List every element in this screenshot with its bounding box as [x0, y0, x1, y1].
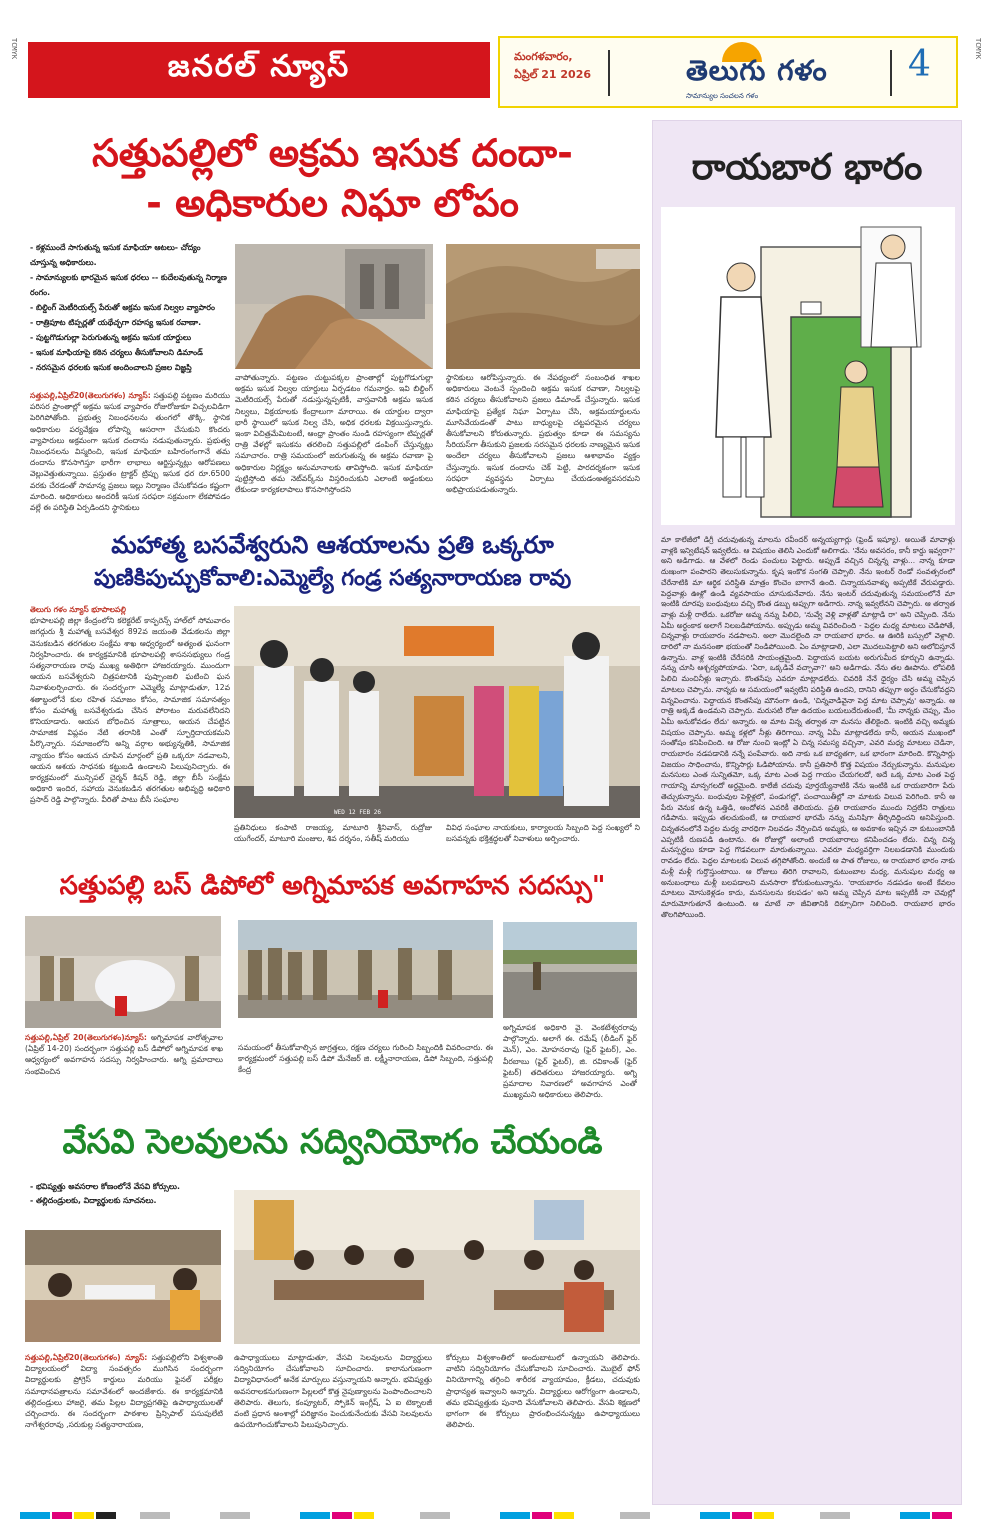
color-swatch-gray: [220, 1512, 250, 1519]
photo-timestamp: WED 12 FEB 26: [334, 809, 381, 816]
story3-photo-1: [25, 916, 221, 1028]
color-swatch-cyan: [700, 1512, 730, 1519]
color-swatch-gray: [620, 1512, 650, 1519]
story3-photo-2: [238, 920, 493, 1018]
color-swatch-magenta: [532, 1512, 552, 1519]
story1-photo-2: [446, 244, 640, 369]
story2-photo: [234, 606, 640, 818]
story3-col2: సమయంలో తీసుకోవాల్సిన జాగ్రత్తలు, రక్షణ చర్యలు గురించి సిబ్బందికి వివరించారు. ఈ కార్యక్రమంలో సత్తుపల్లి బస్ డిపో మేనేజర్ జి. లక్ష్మీనారాయణ, డిపో సిబ్బంది, సత్తుపల్లి కేంద్ర: [238, 1043, 493, 1075]
story1-bullet: - సామాన్యులకు భారమైన ఇసుక ధరలు -- కుదేలవుతున్న నిర్మాణ రంగం.: [30, 270, 230, 300]
story3-dateline: సత్తుపల్లి,ఏప్రిల్ 20(తెలుగుగళం)న్యూస్:: [25, 1033, 147, 1042]
side-column-title: రాయబార భారం: [691, 147, 923, 188]
story1-col1: [30, 390, 230, 520]
story1-bullet: - కళ్లముందే సాగుతున్న ఇసుక మాఫియా ఆటలు- చోద్యం చూస్తున్న అధికారులు.: [30, 240, 230, 270]
story3-col1-text: అగ్నిమాపక వారోత్సవాల (ఏప్రిల్ 14-20) సందర్భంగా సత్తుపల్లి బస్ డిపోలో అగ్నిమాపక శాఖ ఆధ్వర్యంలో అవగాహన సదస్సు నిర్వహించారు. అగ్ని ప్రమాదాలు సంభవించిన: [25, 1033, 223, 1076]
story1-col2: వాపోతున్నారు. పట్టణం చుట్టుపక్కల ప్రాంతాల్లో పుట్టగొడుగుల్లా అక్రమ ఇసుక నిల్వల యార్డులు ఏర్పడటం గమనార్హం. ఇవి బిల్డింగ్ మెటీరియల్స్ పేరుతో నడుస్తున్నప్పటికీ, వాస్తవానికి అక్రమ ఇసుక నిల్వలు, విక్రయాలకు కేంద్రాలుగా మారాయి. ఈ యార్డుల ద్వారా భారీ స్థాయిలో ఇసుక నిల్వ చేసి, అధిక ధరలకు విక్రయిస్తున్నారు. ఇంకా విచిత్రమేమిటంటే, ఆంధ్రా ప్రాంతం నుండి రహస్యంగా టిప్పర్లతో రాత్రి వేళల్లో ఇసుకను తరలించి సత్తుపల్లిలో డంపింగ్ చేస్తున్నట్లు సమాచారం. రాత్రి సమయంలో జరుగుతున్న ఈ అక్రమ రవాణా పై అధికారుల నిర్లక్ష్యం అనుమానాలకు తావిస్తోంది. ఇసుక మాఫియా పుట్టిస్తోంది తమ నెట్‌వర్క్‌ను విస్తరించుకుని ఎలాంటి అడ్డంకులు లేకుండా కార్యకలాపాలు కొనసాగిస్తోందని: [235, 373, 433, 495]
story4-bullet: - తల్లిదండ్రులకు, విద్యార్థులకు సూచనలు.: [30, 1194, 230, 1208]
color-swatch-yellow: [354, 1512, 374, 1519]
issue-day: మంగళవారం,: [514, 50, 573, 63]
story1-bullets: [30, 240, 230, 375]
color-swatch-magenta: [332, 1512, 352, 1519]
brand-logo: తెలుగు గళం: [686, 54, 828, 87]
section-banner: జనరల్ న్యూస్: [28, 42, 490, 98]
story3-headline: సత్తుపల్లి బస్ డిపోలో అగ్నిమాపక అవగాహన సదస్సు": [59, 871, 606, 901]
story4-col1: [25, 1352, 223, 1448]
brand-tagline: సామాన్యుల సంచలన గళం: [686, 92, 759, 100]
story4-photo-1: [25, 1230, 221, 1342]
story2-col1-text: భూపాలపల్లి జిల్లా కేంద్రంలోని కలెక్టరేట్ కాన్ఫరెన్స్ హాల్‌లో సోమవారం జగద్గురు శ్రీ మహాత్మ బసవేశ్వర 892వ జయంతి వేడుకలను జిల్లా వెనుకబడిన తరగతుల సంక్షేమ శాఖ ఆధ్వర్యంలో అత్యంత ఘనంగా నిర్వహించారు. ఈ కార్యక్రమానికి భూపాలపల్లి శాసనసభ్యులు గండ్ర సత్యనారాయణ రావు ముఖ్య అతిథిగా హాజరయ్యారు. ముందుగా ఆయన బసవేశ్వరుని చిత్రపటానికి పుష్పాంజలి ఘటించి ఘన నివాళులర్పించారు. ఈ సందర్భంగా ఎమ్మెల్యే మాట్లాడుతూ, 12వ శతాబ్దంలోనే కుల రహిత సమాజం కోసం, సామాజిక సమానత్వం కోసం మహాత్మ బసవేశ్వరుడు చేసిన పోరాటం మరువలేనిదని కొనియాడారు. ఆయన బోధించిన సూత్రాలు, ఆయన చేపట్టిన సామాజిక విప్లవం నేటి తరానికి ఎంతో స్ఫూర్తిదాయకమని పేర్కొన్నారు. సమాజంలోని అన్ని వర్గాల అభ్యున్నతికి, సామాజిక న్యాయం కోసం ఆయన చూపిన మార్గంలో ప్రతి ఒక్కరూ నడవాలని, ఆయన ఆశయ సాధనకు కట్టుబడి ఉండాలని పిలుపునిచ్చారు. ఈ కార్యక్రమంలో మున్సిపల్ చైర్మన్ కిషన్ రెడ్డి, జిల్లా బీసీ సంక్షేమ అధికారి ఇందిర, సహాయ వెనుకబడిన తరగతుల అభివృద్ధి అధికారి ప్రసాద్ రెడ్డి పాల్గొన్నారు. వీరితో పాటు బీసీ సంఘాల: [30, 616, 230, 805]
story1-photo-1: [235, 244, 433, 369]
story1-bullet: - పుట్టగొడుగుల్లా పెరుగుతున్న అక్రమ ఇసుక యార్డులు: [30, 330, 230, 345]
story2-dateline: తెలుగు గళం న్యూస్ భూపాలపల్లి: [30, 605, 127, 614]
color-swatch-magenta: [932, 1512, 952, 1519]
story3-photo-3: [503, 922, 637, 1018]
side-column: [652, 120, 962, 1505]
story4-col2: ఉపాధ్యాయులు మాట్లాడుతూ, వేసవి సెలవులను విద్యార్థులు సద్వినియోగం చేసుకోవాలని సూచించారు. కాలానుగుణంగా విద్యావిధానంలో అనేక మార్పులు వస్తున్నాయని అన్నారు. భవిష్యత్తు అవసరాలకనుగుణంగా పిల్లలలో కొత్త నైపుణ్యాలను పెంపొందించాలని తెలిపారు. తెలుగు, కంప్యూటర్, స్పోకెన్ ఇంగ్లీష్, ఏ ఐ టెక్నాలజీ వంటి ప్రధాన అంశాల్లో పరిజ్ఞానం పెంచుకునేందుకు వేసవి సెలవులను ఉపయోగించుకోవాలని పిలుపునిచ్చారు.: [234, 1353, 432, 1430]
page-number-divider: [890, 50, 892, 96]
story4-bullet: - భవిష్యత్తు అవసరాల కోణంలోనే వేసవి కోర్సులు.: [30, 1180, 230, 1194]
color-swatch-gray: [820, 1512, 850, 1519]
story4-bullets: [30, 1180, 230, 1208]
color-swatch-black: [96, 1512, 116, 1519]
side-illustration: [661, 207, 955, 525]
color-swatch-yellow: [754, 1512, 774, 1519]
story1-bullet: - నరసమైన ధరలకు ఇసుక అందించాలని ప్రజల విజ్ఞప్తి: [30, 360, 230, 375]
story4-photo-2: [234, 1190, 640, 1344]
story1-col3: స్థానికులు ఆరోపిస్తున్నారు. ఈ నేపథ్యంలో సంబంధిత శాఖల అధికారులు వెంటనే స్పందించి అక్రమ ఇసుక రవాణా, నిల్వలపై కఠిన చర్యలు తీసుకోవాలని ప్రజలు డిమాండ్ చేస్తున్నారు. ఇసుక మాఫియాపై ప్రత్యేక నిఘా ఏర్పాటు చేసి, అక్రమయార్డులను మూసివేయడంతో పాటు బాధ్యులపై చట్టపరమైన చర్యలు తీసుకోవాలని కోరుతున్నారు. ప్రభుత్వం కూడా ఈ సమస్యను సీరియస్‌గా తీసుకుని ప్రజలకు సరసమైన ధరలకు నాణ్యమైన ఇసుక అందేలా చర్యలు తీసుకోవాలని ప్రజలు ఆశాభావం వ్యక్తం చేస్తున్నారు. ఇసుక దందాను చెక్ పెట్టి, పారదర్శకంగా ఇసుక సరఫరా వ్యవస్థను ఏర్పాటు చేయడంఅత్యవసరమని అభిప్రాయపడుతున్నారు.: [446, 373, 640, 495]
issue-date: ఏప్రిల్ 21 2026: [514, 68, 592, 81]
registration-mark-right: TCMYK: [974, 38, 982, 60]
story1-col1-text: సత్తుపల్లి పట్టణం మరియు పరిసర ప్రాంతాల్లో అక్రమ ఇసుక వ్యాపారం రోజురోజుకూ విచ్చలవిడిగా పెరిగిపోతోంది. ప్రభుత్వ నిబంధనలను తుంగలో తొక్కి, స్థానిక అధికారుల పర్యవేక్షణ లోపాన్ని ఆసరాగా చేసుకుని కొందరు వ్యాపారులు అక్రమంగా ఇసుక దందాను నడుపుతున్నారు. ప్రభుత్వ నిబంధనలను విస్మరించి, ఇసుక మాఫియా బహిరంగంగానే తమ దందాను కొనసాగిస్తూ భారీగా లాభాలు ఆర్జిస్తున్నట్లు ఆరోపణలు వెల్లువెత్తుతున్నాయి. ప్రస్తుతం ట్రాక్టర్ ట్రిప్పు ఇసుక ధర రూ.6500 వరకు చేరడంతో సామాన్య ప్రజలు ఇల్లు నిర్మాణం చేసుకోవడం కష్టంగా మారింది. అధికారులు అందరికీ ఇసుక సరఫరా సక్రమంగా లేకపోవడం వల్లే ఈ పరిస్థితి ఏర్పడిందని స్థానికులు: [30, 391, 230, 513]
color-swatch-cyan: [20, 1512, 50, 1519]
story2-col3: వివిధ సంఘాల నాయకులు, కార్యాలయ సిబ్బంది పెద్ద సంఖ్యలో ని బసవన్నకు భక్తిశ్రద్ధలతో నివాళులు అర్పించారు.: [446, 823, 640, 844]
registration-mark-left: TCMYK: [10, 38, 18, 60]
story2-col1: [30, 604, 230, 856]
story1-headline-2: - అధికారుల నిఘా లోపం: [146, 181, 519, 225]
story2-col2: ప్రతినిధులు కంపాటి రాజయ్య, మాటూరి శ్రీనివాస్, రుద్రోజు యుగేందర్, మాటూరి మంజుల, శివ దర్శనం, సతీష్ మరియు: [234, 823, 432, 844]
story4-dateline: సత్తుపల్లి,ఏప్రిల్20(తెలుగుగళం) న్యూస్:: [25, 1353, 148, 1362]
color-swatch-gray: [140, 1512, 170, 1519]
color-swatch-yellow: [554, 1512, 574, 1519]
story1-headline-1: సత్తుపల్లిలో అక్రమ ఇసుక దందా-: [92, 131, 573, 175]
story1-bullet: - ఇసుక మాఫియాపై కఠిన చర్యలు తీసుకోవాలని డిమాండ్: [30, 345, 230, 360]
story3-col1: [25, 1032, 223, 1100]
story4-col3: కోర్సులు విశ్వశాంతిలో అందుబాటులో ఉన్నాయని తెలిపారు. వాటిని సద్వినియోగం చేసుకోవాలని సూచించారు. మొబైల్ ఫోన్ వినియోగాన్ని తగ్గించి శారీరక వ్యాయామం, క్రీడలు, చదువుకు ప్రాధాన్యత ఇవ్వాలని అన్నారు. విద్యార్థులు ఆరోగ్యంగా ఉండాలని, తమ భవిష్యత్తుకు పునాది వేసుకోవాలని తెలిపారు. వేసవి శిక్షణలో భాగంగా ఈ కోర్సులు ప్రారంభించనున్నట్టు ఉపాధ్యాయులు తెలిపారు.: [446, 1353, 640, 1430]
color-swatch-cyan: [500, 1512, 530, 1519]
story1-dateline: సత్తుపల్లి,ఏప్రిల్20(తెలుగుగళం) న్యూస్:: [30, 391, 151, 400]
color-swatch-yellow: [74, 1512, 94, 1519]
story2-headline-1: మహాత్మ బసవేశ్వరుని ఆశయాలను ప్రతి ఒక్కరూ: [111, 531, 554, 559]
story1-bullet: - బిల్డింగ్ మెటీరియల్స్ పేరుతో అక్రమ ఇసుక నిల్వల వ్యాపారం: [30, 300, 230, 315]
story2-headline-2: పుణికిపుచ్చుకోవాలి:ఎమ్మెల్యే గండ్ర సత్యనారాయణ రావు: [93, 566, 572, 591]
color-swatch-cyan: [900, 1512, 930, 1519]
color-swatch-gray: [420, 1512, 450, 1519]
story1-bullet: - రాత్రిపూట టిప్పర్లతో యథేచ్ఛగా రహస్య ఇసుక రవాణా.: [30, 315, 230, 330]
color-calibration-bar: [20, 1512, 965, 1520]
story4-col1-text: సత్తుపల్లిలోని విశ్వశాంతి విద్యాలయంలో విద్యా సంవత్సరం ముగిసిన సందర్భంగా విద్యార్థులకు ప్రోగ్రెస్ కార్డులు మరియు ఫైనల్ పరీక్షల సమాధానపత్రాలను సమావేశంలో అందజేశారు. ఈ కార్యక్రమానికి తల్లిదండ్రులు హాజరై, తమ పిల్లల విద్యాప్రగతిపై ఉపాధ్యాయులతో చర్చించారు. ఈ సందర్భంగా పాఠశాల ప్రిన్సిపాల్ పసుపులేటి నాగేశ్వరరావు ,సరుకుల్ల సత్యనారాయణ,: [25, 1353, 223, 1430]
color-swatch-magenta: [732, 1512, 752, 1519]
page-number: 4: [908, 44, 931, 85]
story3-col3: అగ్నిమాపక అధికారి వై. వెంకటేశ్వరరావు పాల్గొన్నారు. అలాగే ఈ. రమేష్ (లీడింగ్ ఫైర్ మెన్), ఎం. మోహనరావు (ఫైర్ ఫైటర్), ఎం. వీరబాబు (ఫైర్ ఫైటర్), జి. రవికాంత్ (ఫైర్ ఫైటర్) తదితరులు హాజరయ్యారు. అగ్ని ప్రమాదాల నివారణలో అవగాహన ఎంతో ముఖ్యమని అధికారులు తెలిపారు.: [503, 1023, 637, 1100]
color-swatch-magenta: [52, 1512, 72, 1519]
masthead-divider: [608, 50, 610, 96]
masthead-box: [498, 36, 958, 108]
color-swatch-cyan: [300, 1512, 330, 1519]
side-column-text: మా కాలేజీలో డిగ్రీ చదువుతున్న మాలను రవీందర్ అన్నయ్యగార్లు (ఫ్రెండ్ ఇష్యూ). అయితే మావాళ్లు వాళ్లకి ఇన్విటేషన్ ఇవ్వలేదు. ఆ విషయం తెలిసి ఎందుకో అలిగాడు. 'నేను అవసరం, కానీ కార్డు ఇవ్వరా?' అని అడిగాడు. ఆ వేళలో రెండు పంచులు పెట్టారు. అప్పుడే వచ్చిన చిన్నన్న వాళ్లు... నాన్న కూడా దుఃఖంగా పంపారని తెలుసుకున్నాను. కృష ఇంకొక సంగతి చెప్పాలి. నేను ఇంటర్ రెండో సంవత్సరంలో చేరేనాటికి మా ఆర్థిక పరిస్థితి మాత్రం కొంచెం బాగానే ఉంది. చిన్నాయనవాళ్ళు అప్పటికే వేరుపడ్డారు. పెద్దవాళ్లు ఊళ్లో ఉండి వ్యవసాయం చూసుకునేవారు. నేను ఇంటర్ చదువుతున్న సమయంలోనే మా ఇంటికి దూరపు బంధువులు వచ్చి కొంత డబ్బు అప్పుగా అడిగారు. నాన్న ఇవ్వలేనని చెప్పారు. ఆ తర్వాత వాళ్లు మళ్లీ రాలేదు. ఒకరోజు అమ్మ నన్ను పిలిచి, 'నువ్వే వెళ్లి వాళ్లతో మాట్లాడి రా' అని చెప్పింది. నేను ఏమీ అర్థంకాక అలాగే నిలబడిపోయాను. అప్పుడు అమ్మ వివరించింది - పెద్దల మధ్య మాటలు చెడిపోతే, చిన్నవాళ్లు రాయబారం నడపాలని. అలా మొదలైంది నా రాయబార భారం. ఆ ఊరికి బస్సులో వెళ్లాలి. దారిలో నా మనసంతా భయంతో నిండిపోయింది. ఏం మాట్లాడాలి, ఎలా మొదలుపెట్టాలి అని ఆలోచిస్తూనే ఉన్నాను. వాళ్ల ఇంటికి చేరేసరికి సాయంత్రమైంది. పెద్దాయన బయట అరుగుమీద కూర్చుని ఉన్నాడు. నన్ను చూసి ఆశ్చర్యపోయాడు. 'ఏరా, ఒక్కడివే వచ్చావా?' అని అడిగాడు. నేను తల ఊపాను. లోపలికి పిలిచి మంచినీళ్లు ఇచ్చారు. కొంతసేపు ఎవరూ మాట్లాడలేదు. చివరికి నేనే ధైర్యం చేసి అమ్మ చెప్పిన మాటలు చెప్పాను. నాన్నకు ఆ సమయంలో ఇవ్వలేని పరిస్థితి ఉందని, దానిని తప్పుగా అర్థం చేసుకోవద్దని విన్నవించాను. పెద్దాయన కొంతసేపు మౌనంగా ఉండి, 'చిన్నవాడివైనా పెద్ద మాట చెప్పావు' అన్నాడు. ఆ రాత్రి అక్కడే ఉండమని చెప్పారు. మరుసటి రోజు ఉదయం బయలుదేరుతుంటే, 'మీ నాన్నకు చెప్పు, మేం ఏమీ అనుకోవడం లేదు' అన్నారు. ఆ మాట విన్న తర్వాత నా మనసు తేలికైంది. ఇంటికి వచ్చి అమ్మకు విషయం చెప్పాను. అమ్మ కళ్లలో నీళ్లు తిరిగాయి. నాన్న ఏమీ మాట్లాడలేదు కానీ, ఆయన ముఖంలో సంతోషం కనిపించింది. ఆ రోజు నుంచి ఇంట్లో ఏ చిన్న సమస్య వచ్చినా, ఎవరి మధ్య మాటలు చెడినా, రాయబారం నడపడానికి నన్నే పంపేవారు. అది నాకు ఒక బాధ్యతగా, ఒక భారంగా మారింది. కొన్నిసార్లు విజయం సాధించాను, కొన్నిసార్లు ఓడిపోయాను. కానీ ప్రతిసారీ కొత్త విషయం నేర్చుకున్నాను. మనుషుల మనసులు ఎంత సున్నితమో, ఒక్క మాట ఎంత పెద్ద గాయం చేయగలదో, అదే ఒక్క మాట ఎంత పెద్ద గాయాన్ని మాన్పగలదో అర్థమైంది. కాలేజీ చదువు పూర్తయ్యేనాటికి నేను ఇంటికి ఒక రాయబారిగా పేరు తెచ్చుకున్నాను. బంధువుల పెళ్లిళ్లలో, పండుగల్లో, పంచాయితీల్లో నా మాటకు విలువ పెరిగింది. కానీ ఆ పేరు వెనుక ఉన్న ఒత్తిడి, ఆందోళన ఎవరికీ తెలియదు. ప్రతి రాయబారం ముందు నిద్రలేని రాత్రులు గడిపాను. ఇప్పుడు తలచుకుంటే, ఆ రాయబార భారమే నన్ను మనిషిగా తీర్చిదిద్దిందని అనిపిస్తుంది. చిన్నతనంలోనే పెద్దల మధ్య వారధిగా నిలవడం నేర్పించిన అమ్మకు, ఆ అవకాశం ఇచ్చిన నా కుటుంబానికి ఎప్పటికీ రుణపడి ఉంటాను. ఈ రోజుల్లో అలాంటి రాయబారాలు కనిపించడం లేదు. చిన్న చిన్న మనస్పర్థలు కూడా పెద్ద గొడవలుగా మారుతున్నాయి. ఎవరూ మధ్యవర్తిగా నిలబడడానికి ముందుకు రావడం లేదు. పెద్దల మాటలకు విలువ తగ్గిపోతోంది. అందుకే ఆ పాత రోజులు, ఆ రాయబార భారం నాకు మళ్లీ మళ్లీ గుర్తొస్తుంటాయి. ఆ రోజులు తిరిగి రావాలని, కుటుంబాల మధ్య, మనుషుల మధ్య ఆ అనుబంధాలు మళ్లీ బలపడాలని మనసారా కోరుకుంటున్నాను. 'రాయబారం నడపడం అంటే కేవలం మాటలు మోసుకెళ్లడం కాదు, మనసులను కలపడం' అని అమ్మ చెప్పిన మాట ఇప్పటికీ నా చెవుల్లో మారుమోగుతూనే ఉంటుంది. ఆ మాటే నా జీవితానికి దిక్సూచిగా నిలిచింది. రాయబార భారం తొలగిపోయింది.: [661, 535, 955, 919]
story4-headline: వేసవి సెలవులను సద్వినియోగం చేయండి: [62, 1122, 603, 1162]
